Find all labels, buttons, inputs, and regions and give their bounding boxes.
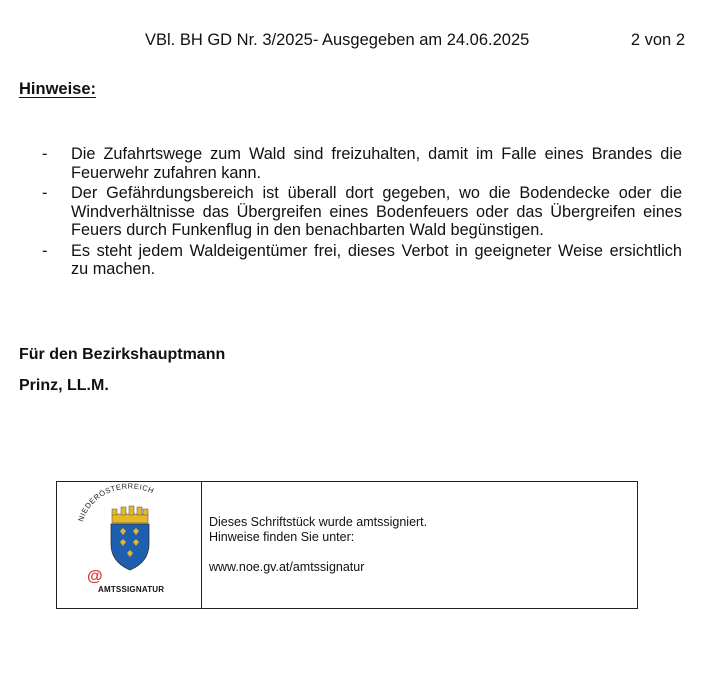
bullet-dash: - [42, 145, 48, 163]
signature-logo-cell [57, 482, 202, 608]
gazette-reference: VBl. BH GD Nr. 3/2025- Ausgegeben am 24.06.2025 [145, 31, 530, 49]
signoff-name: Prinz, LL.M. [19, 377, 109, 394]
note-text: Der Gefährdungsbereich ist überall dort gegeben, wo die Bodendecke oder die Windverhältnisse das Übergreifen eines Bodenfeuers oder das Übergreifen eines Feuers durch Funkenflug in den benachbarten Wald begünstigen. [71, 184, 682, 239]
official-signature-box [56, 481, 638, 609]
emblem-arc-text: NIEDERÖSTERREICH [76, 482, 156, 523]
amtssignatur-label: AMTSSIGNATUR [98, 585, 165, 594]
signoff-authority: Für den Bezirkshauptmann [19, 346, 226, 363]
at-symbol-icon: @ [87, 568, 103, 585]
section-title: Hinweise: [19, 80, 97, 98]
notes-list [19, 145, 682, 281]
list-item [19, 145, 682, 182]
list-item [19, 242, 682, 279]
note-text: Es steht jedem Waldeigentümer frei, dieses Verbot in geeigneter Weise ersichtlich zu machen. [71, 241, 682, 278]
signature-notice-line1: Dieses Schriftstück wurde amtssigniert. [209, 515, 428, 529]
signature-info-link[interactable]: www.noe.gv.at/amtssignatur [209, 560, 365, 574]
bullet-dash: - [42, 241, 48, 260]
list-item [19, 184, 682, 240]
page-number: 2 von 2 [630, 31, 685, 49]
document-header [145, 31, 685, 55]
signature-notice-line2: Hinweise finden Sie unter: [209, 530, 355, 544]
note-text: Die Zufahrtswege zum Wald sind freizuhalten, damit im Falle eines Brandes die Feuerwehr zufahren kann. [71, 145, 682, 182]
bullet-dash: - [42, 184, 48, 202]
signature-notice [209, 515, 427, 545]
